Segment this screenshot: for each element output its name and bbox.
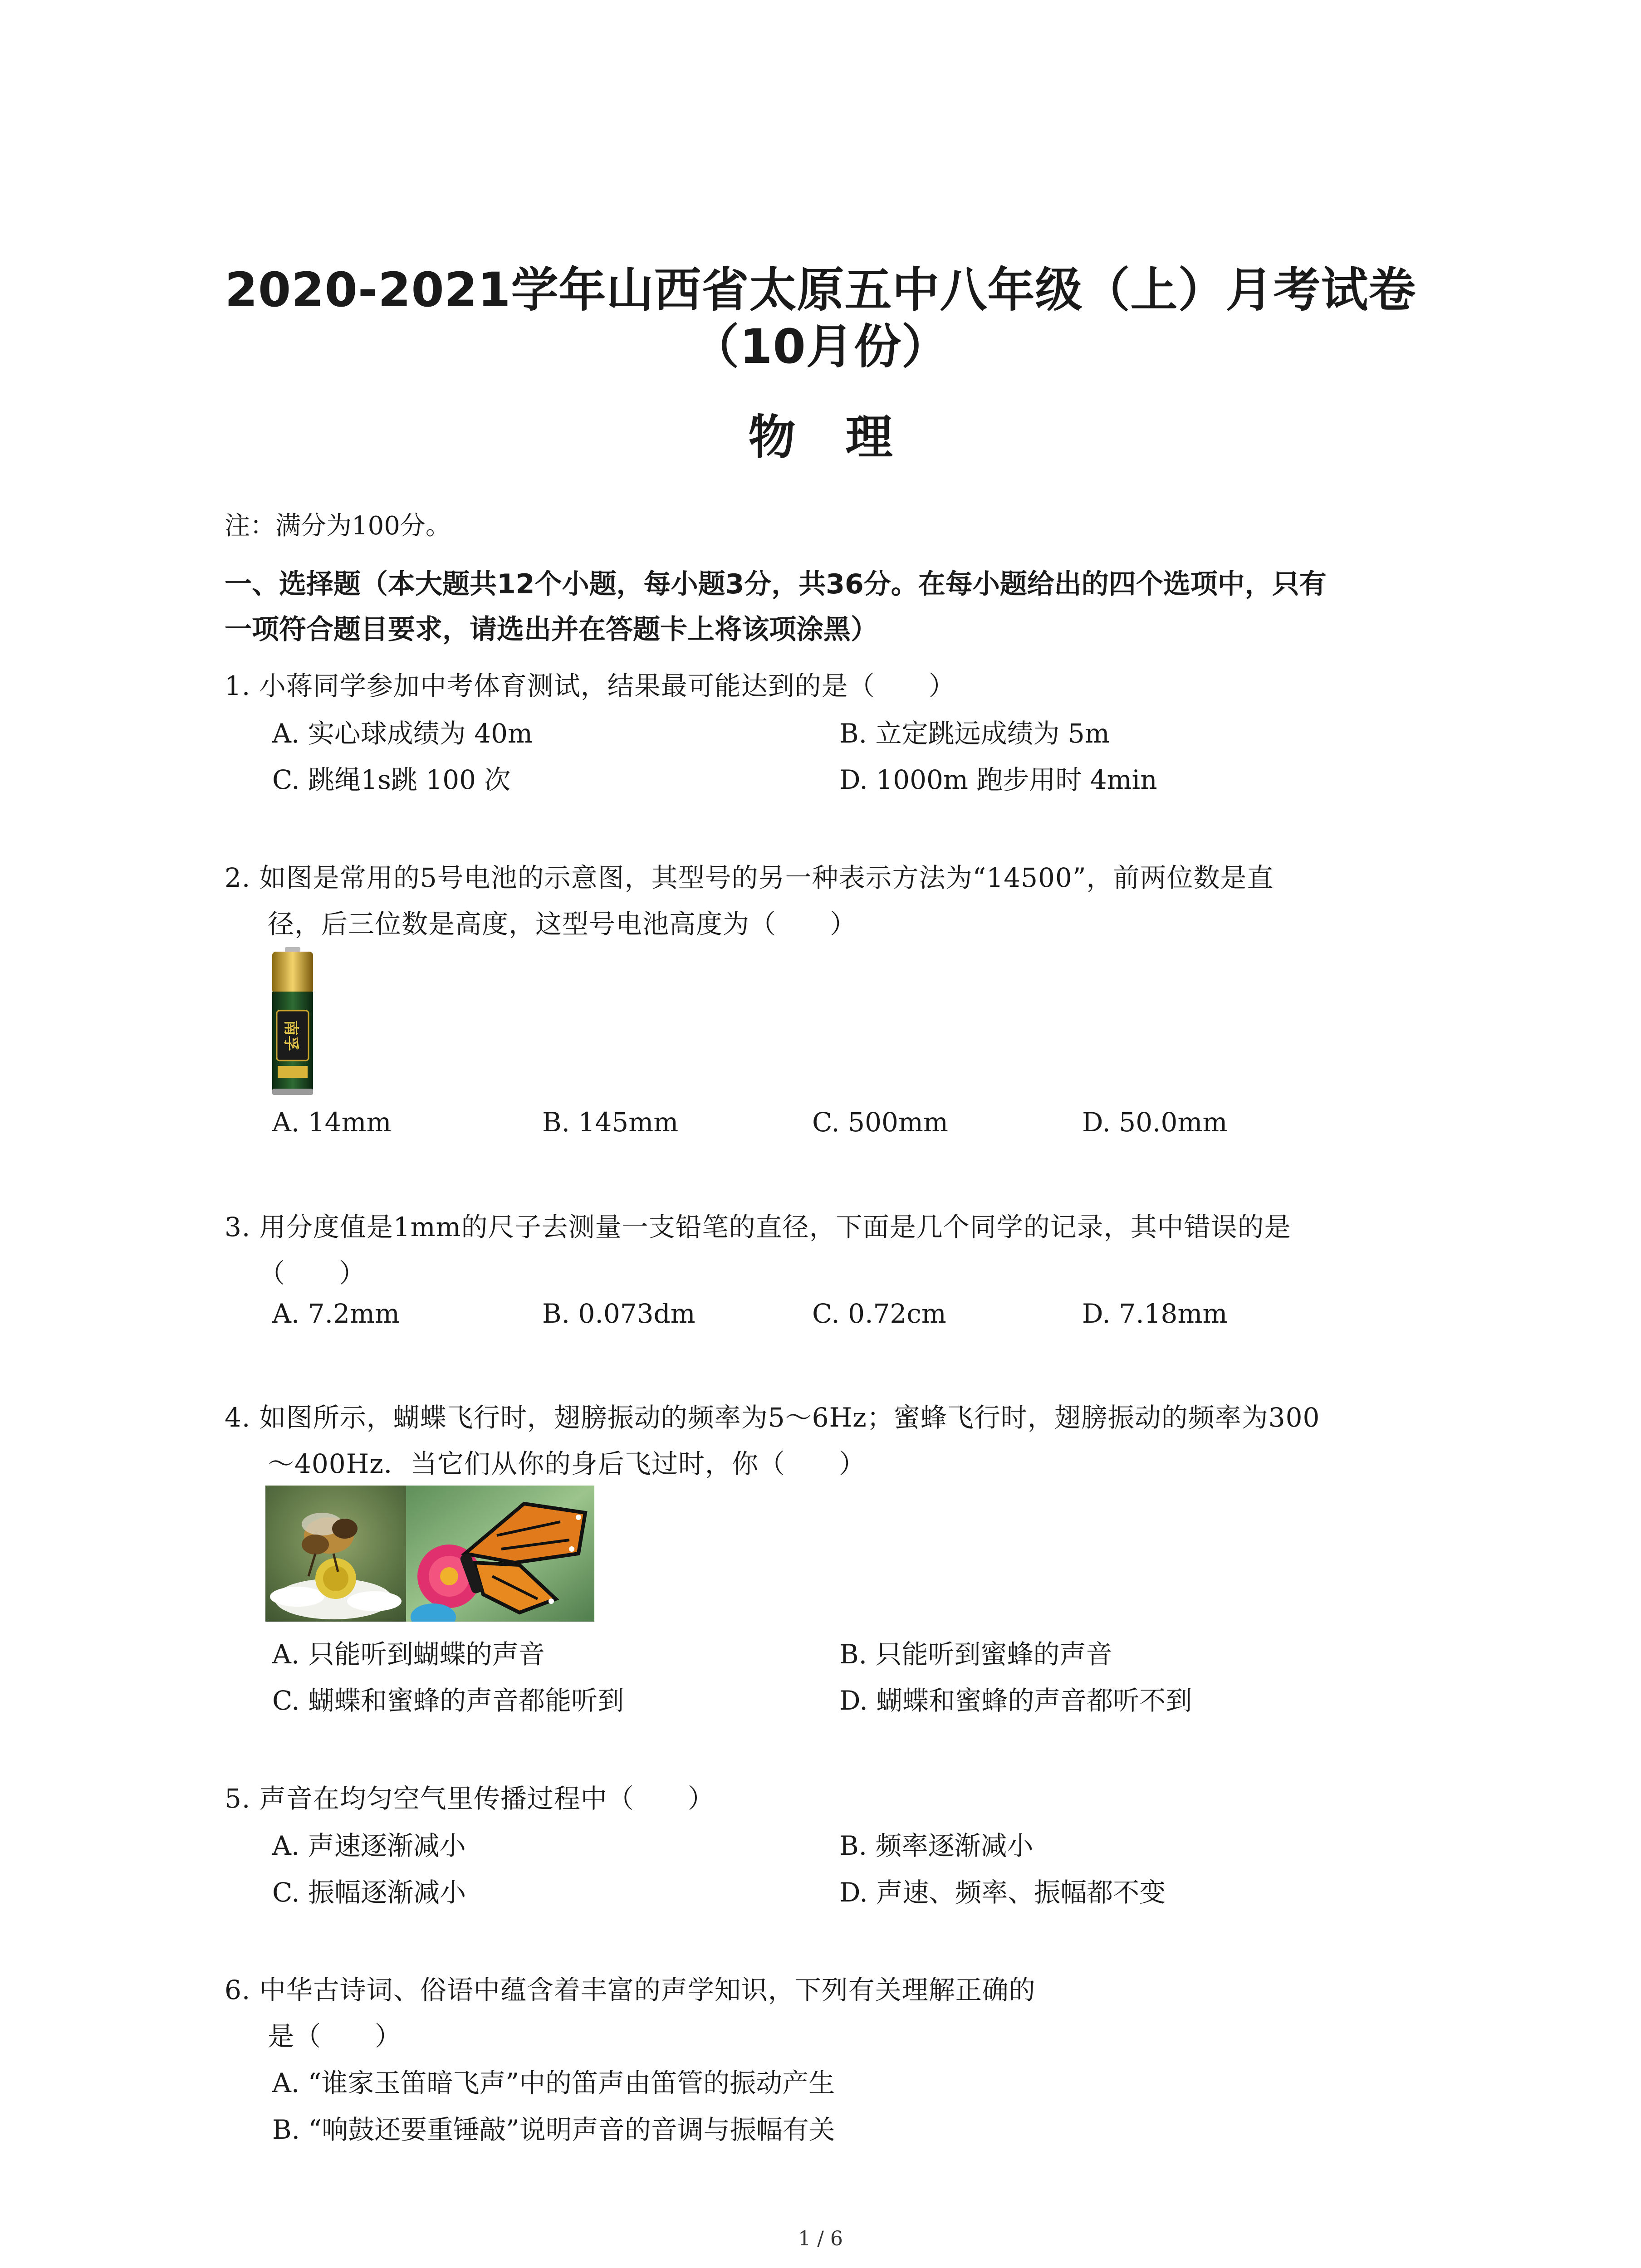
q2-option-d: D. 50.0mm	[1082, 1107, 1228, 1138]
question-2-line1: 2. 如图是常用的5号电池的示意图，其型号的另一种表示方法为“14500”，前两位数是直	[225, 862, 1274, 893]
question-5: 5. 声音在均匀空气里传播过程中（ ）	[225, 1783, 715, 1814]
q3-option-d: D. 7.18mm	[1082, 1298, 1228, 1329]
q3-option-b: B. 0.073dm	[542, 1298, 696, 1329]
aa-battery-image	[268, 947, 318, 1096]
q6-option-a: A. “谁家玉笛暗飞声”中的笛声由笛管的振动产生	[272, 2068, 835, 2098]
q4-option-d: D. 蝴蝶和蜜蜂的声音都听不到	[839, 1685, 1192, 1716]
exam-title-line2: （10月份）	[692, 319, 949, 374]
q5-option-a: A. 声速逐渐减小	[272, 1830, 466, 1861]
question-4-line1: 4. 如图所示，蝴蝶飞行时，翅膀振动的频率为5～6Hz；蜜蜂飞行时，翅膀振动的频率为300	[225, 1402, 1320, 1433]
q5-option-c: C. 振幅逐渐减小	[272, 1877, 466, 1908]
question-3-line1: 3. 用分度值是1mm的尺子去测量一支铅笔的直径，下面是几个同学的记录，其中错误的是	[225, 1212, 1291, 1242]
exam-title-line1: 2020-2021学年山西省太原五中八年级（上）月考试卷	[225, 262, 1416, 318]
page-number: 1 / 6	[798, 2227, 843, 2250]
q1-option-b: B. 立定跳远成绩为 5m	[839, 718, 1110, 749]
q3-option-c: C. 0.72cm	[812, 1298, 946, 1329]
question-1: 1. 小蒋同学参加中考体育测试，结果最可能达到的是（ ）	[225, 670, 955, 701]
q4-option-b: B. 只能听到蜜蜂的声音	[839, 1639, 1112, 1670]
bee-photo	[265, 1486, 406, 1622]
q2-option-a: A. 14mm	[272, 1107, 392, 1138]
question-2-line2: 径，后三位数是高度，这型号电池高度为（ ）	[268, 909, 857, 939]
question-6-line1: 6. 中华古诗词、俗语中蕴含着丰富的声学知识，下列有关理解正确的	[225, 1975, 1036, 2005]
section-heading-line1: 一、选择题（本大题共12个小题，每小题3分，共36分。在每小题给出的四个选项中，只有	[225, 568, 1327, 600]
q3-option-a: A. 7.2mm	[272, 1298, 400, 1329]
question-4-line2: ～400Hz．当它们从你的身后飞过时，你（ ）	[268, 1448, 866, 1479]
q1-option-c: C. 跳绳1s跳 100 次	[272, 764, 511, 795]
score-note: 注：满分为100分。	[225, 511, 451, 541]
butterfly-photo	[406, 1486, 594, 1622]
q1-option-a: A. 实心球成绩为 40m	[272, 718, 533, 749]
q5-option-b: B. 频率逐渐减小	[839, 1830, 1034, 1861]
question-6-line2: 是（ ）	[268, 2021, 402, 2052]
q4-option-a: A. 只能听到蝴蝶的声音	[272, 1639, 545, 1670]
q2-option-b: B. 145mm	[542, 1107, 679, 1138]
battery-brand-label: 南孚	[282, 1020, 300, 1051]
section-heading-line2: 一项符合题目要求，请选出并在答题卡上将该项涂黑）	[225, 614, 878, 645]
question-3-line2: （ ）	[259, 1258, 366, 1289]
q6-option-b: B. “响鼓还要重锤敲”说明声音的音调与振幅有关	[272, 2114, 835, 2145]
q4-option-c: C. 蝴蝶和蜜蜂的声音都能听到	[272, 1685, 624, 1716]
q5-option-d: D. 声速、频率、振幅都不变	[839, 1877, 1166, 1908]
subject-title: 物理	[748, 410, 943, 465]
q1-option-d: D. 1000m 跑步用时 4min	[839, 764, 1157, 795]
q2-option-c: C. 500mm	[812, 1107, 948, 1138]
